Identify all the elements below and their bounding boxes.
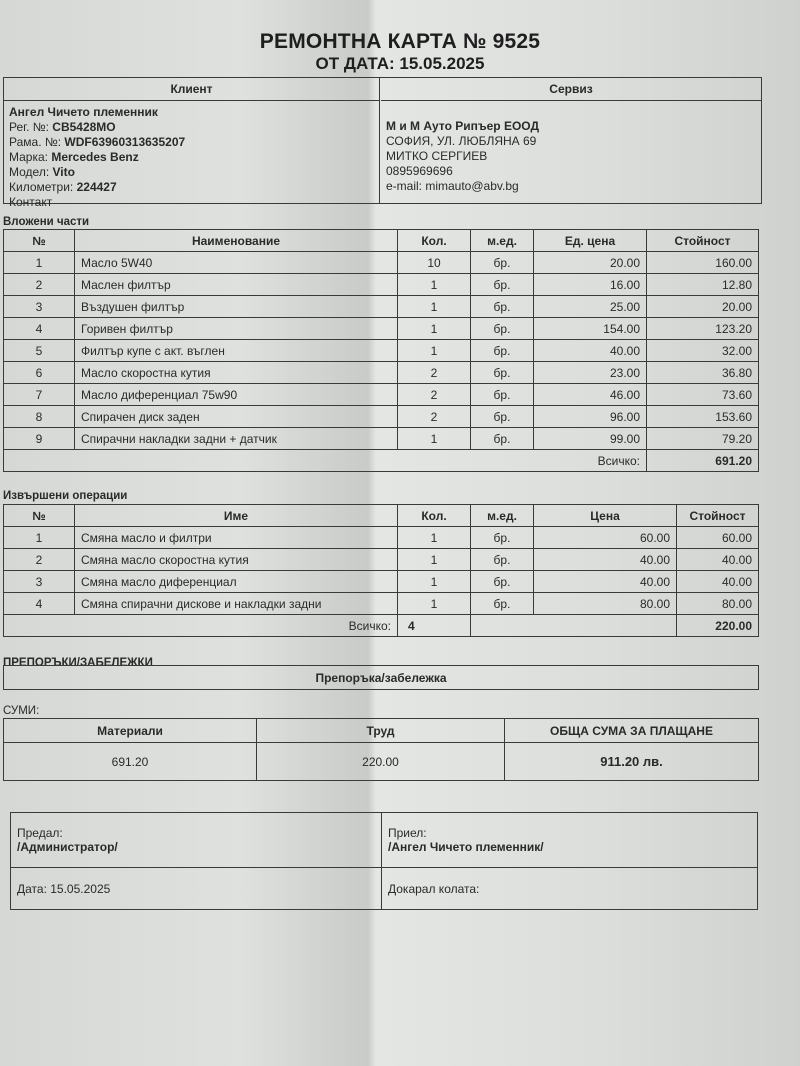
row-price: 40.00 [534,340,647,362]
parts-total-row [4,450,759,472]
col-unit: м.ед. [471,230,534,252]
row-number: 4 [4,593,75,615]
row-price: 40.00 [534,571,677,593]
handed-by-label: Предал: [17,826,63,840]
row-name: Смяна масло диференциал [75,571,398,593]
row-name: Смяна масло скоростна кутия [75,549,398,571]
col-no: № [4,505,75,527]
row-price: 40.00 [534,549,677,571]
table-row [4,571,759,593]
row-number: 3 [4,296,75,318]
operations-total-label: Всичко: [4,615,398,637]
row-unit: бр. [471,318,534,340]
row-price: 96.00 [534,406,647,428]
row-name: Горивен филтър [75,318,398,340]
row-unit: бр. [471,362,534,384]
parts-total-label: Всичко: [4,450,647,472]
signatures-table [10,812,758,910]
row-price: 46.00 [534,384,647,406]
row-name: Спирачен диск заден [75,406,398,428]
parts-total-value: 691.20 [647,450,759,472]
vin-number: WDF63960313635207 [64,135,186,149]
row-qty: 1 [398,296,471,318]
operations-section-title: Извършени операции [3,490,128,502]
grand-total-value: 911.20 лв. [505,743,759,781]
received-by-label: Приел: [388,826,427,840]
row-price: 154.00 [534,318,647,340]
row-name: Масло скоростна кутия [75,362,398,384]
row-unit: бр. [471,384,534,406]
row-number: 4 [4,318,75,340]
row-number: 3 [4,571,75,593]
row-value: 20.00 [647,296,759,318]
row-number: 8 [4,406,75,428]
row-name: Маслен филтър [75,274,398,296]
client-model: Модел: Vito [9,165,75,179]
row-unit: бр. [471,549,534,571]
table-row [4,274,759,296]
sums-table [3,718,759,781]
row-qty: 2 [398,406,471,428]
row-value: 80.00 [677,593,759,615]
materials-label: Материали [4,719,257,743]
table-row [4,549,759,571]
handed-by-cell [11,813,382,868]
parts-table [3,229,759,472]
row-price: 99.00 [534,428,647,450]
row-qty: 1 [398,527,471,549]
col-name: Наименование [75,230,398,252]
notes-column-header: Препоръка/забележка [4,666,759,690]
client-contact: Контакт [9,195,53,209]
received-by-cell [382,813,758,868]
reg-number: CB5428MO [52,120,116,134]
operations-total-value: 220.00 [677,615,759,637]
labor-label: Труд [257,719,505,743]
row-unit: бр. [471,428,534,450]
row-qty: 1 [398,571,471,593]
row-unit: бр. [471,252,534,274]
row-price: 16.00 [534,274,647,296]
col-no: № [4,230,75,252]
car-model: Vito [52,165,75,179]
client-make: Марка: Mercedes Benz [9,150,139,164]
col-unit: м.ед. [471,505,534,527]
row-qty: 10 [398,252,471,274]
row-qty: 1 [398,593,471,615]
client-heading: Клиент [4,78,379,101]
table-row [4,362,759,384]
client-name: Ангел Чичето племенник [9,105,158,119]
client-reg: Рег. №: CB5428MO [9,120,116,134]
client-km: Километри: 224427 [9,180,117,194]
row-value: 123.20 [647,318,759,340]
row-qty: 1 [398,549,471,571]
table-row [4,296,759,318]
row-number: 9 [4,428,75,450]
row-unit: бр. [471,593,534,615]
row-name: Спирачни накладки задни + датчик [75,428,398,450]
labor-value: 220.00 [257,743,505,781]
notes-table [3,665,759,690]
mileage: 224427 [76,180,117,194]
client-service-box [3,77,762,209]
grand-total-label: ОБЩА СУМА ЗА ПЛАЩАНЕ [505,719,759,743]
row-value: 32.00 [647,340,759,362]
service-company: М и М Ауто Рипъер ЕООД [386,119,540,133]
row-value: 60.00 [677,527,759,549]
col-value: Стойност [677,505,759,527]
row-price: 23.00 [534,362,647,384]
row-name: Смяна спирачни дискове и накладки задни [75,593,398,615]
row-unit: бр. [471,274,534,296]
row-unit: бр. [471,527,534,549]
parts-header-row [4,230,759,252]
row-qty: 1 [398,274,471,296]
row-name: Масло 5W40 [75,252,398,274]
col-qty: Кол. [398,230,471,252]
row-unit: бр. [471,296,534,318]
row-value: 36.80 [647,362,759,384]
operations-total-row [4,615,759,637]
row-value: 153.60 [647,406,759,428]
document-title: РЕМОНТНА КАРТА № 9525 [259,30,541,53]
col-price: Цена [534,505,677,527]
row-value: 73.60 [647,384,759,406]
service-email: e-mail: mimauto@abv.bg [386,179,519,193]
car-make: Mercedes Benz [51,150,139,164]
handed-by-value: /Администратор/ [17,840,118,854]
row-name: Филтър купе с акт. въглен [75,340,398,362]
row-qty: 1 [398,428,471,450]
row-value: 160.00 [647,252,759,274]
service-person: МИТКО СЕРГИЕВ [386,149,488,163]
row-unit: бр. [471,571,534,593]
row-price: 60.00 [534,527,677,549]
row-unit: бр. [471,340,534,362]
row-number: 2 [4,274,75,296]
row-qty: 2 [398,362,471,384]
col-name: Име [75,505,398,527]
document-date: ОТ ДАТА: 15.05.2025 [315,54,485,73]
service-phone: 0895969696 [386,164,453,178]
table-row [4,428,759,450]
table-row [4,384,759,406]
service-heading: Сервиз [381,78,761,101]
service-panel [381,78,761,203]
row-qty: 1 [398,340,471,362]
row-qty: 1 [398,318,471,340]
operations-header-row [4,505,759,527]
row-value: 40.00 [677,549,759,571]
row-value: 40.00 [677,571,759,593]
row-number: 2 [4,549,75,571]
operations-total-qty: 4 [398,615,471,637]
table-row [4,593,759,615]
received-by-value: /Ангел Чичето племенник/ [388,840,544,854]
parts-section-title: Вложени части [3,216,90,228]
row-number: 1 [4,527,75,549]
row-name: Въздушен филтър [75,296,398,318]
brought-car-label: Докарал колата: [382,868,758,910]
table-row [4,406,759,428]
table-row [4,340,759,362]
row-name: Смяна масло и филтри [75,527,398,549]
row-unit: бр. [471,406,534,428]
row-value: 12.80 [647,274,759,296]
service-address: СОФИЯ, УЛ. ЛЮБЛЯНА 69 [386,134,537,148]
row-value: 79.20 [647,428,759,450]
table-row [4,318,759,340]
col-price: Ед. цена [534,230,647,252]
row-qty: 2 [398,384,471,406]
row-number: 6 [4,362,75,384]
row-number: 5 [4,340,75,362]
row-number: 7 [4,384,75,406]
col-value: Стойност [647,230,759,252]
col-qty: Кол. [398,505,471,527]
client-vin: Рама. №: WDF63960313635207 [9,135,186,149]
sums-section-title: СУМИ: [3,705,40,717]
table-row [4,252,759,274]
table-row [4,527,759,549]
row-price: 25.00 [534,296,647,318]
signature-date: Дата: 15.05.2025 [11,868,382,910]
row-number: 1 [4,252,75,274]
client-panel [4,78,380,209]
row-price: 80.00 [534,593,677,615]
notes-section-title: ПРЕПОРЪКИ/ЗАБЕЛЕЖКИ [3,657,153,669]
operations-table [3,504,759,637]
materials-value: 691.20 [4,743,257,781]
row-price: 20.00 [534,252,647,274]
row-name: Масло диференциал 75w90 [75,384,398,406]
